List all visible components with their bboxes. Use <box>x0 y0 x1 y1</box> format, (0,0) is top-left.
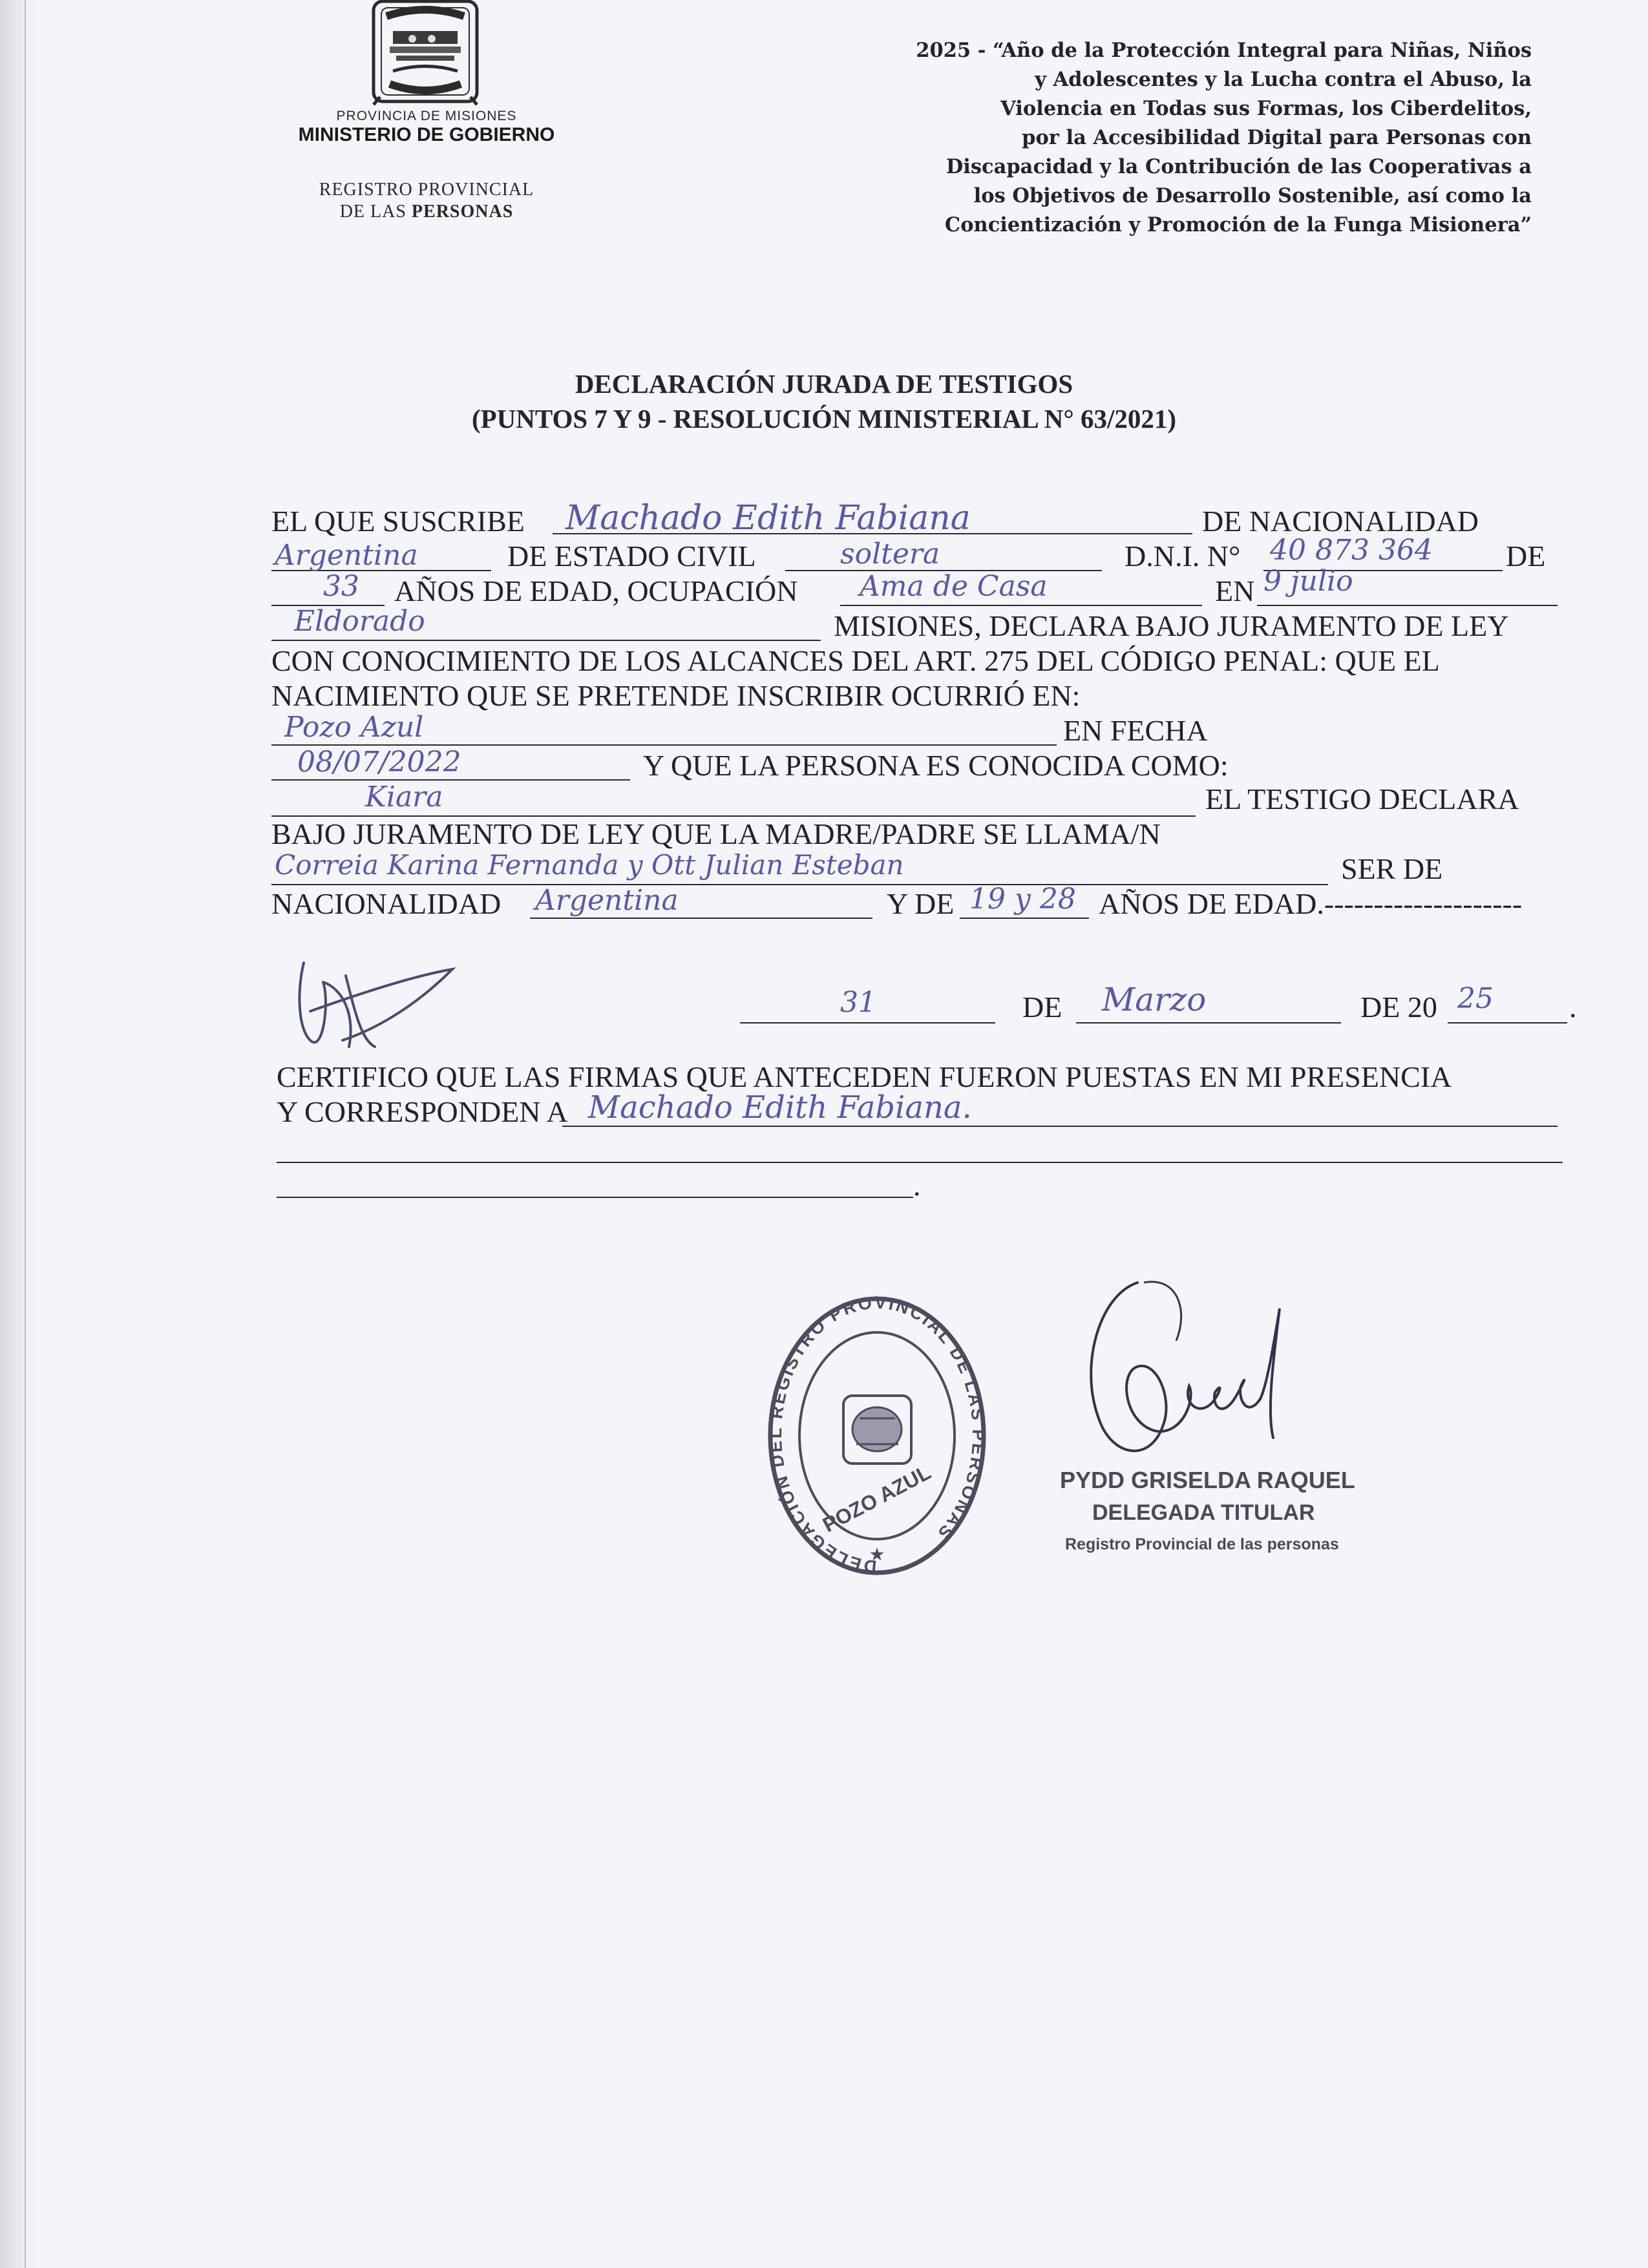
motto-line: por la Accesibilidad Digital para Personas con <box>1022 126 1532 149</box>
handwritten-certified-name: Machado Edith Fabiana. <box>588 1089 972 1126</box>
civil-status-blank <box>785 544 1102 571</box>
extra-line-1 <box>277 1136 1563 1163</box>
label-conocida-como: Y QUE LA PERSONA ES CONOCIDA COMO: <box>643 749 1229 782</box>
delegate-signature <box>1060 1270 1312 1483</box>
handwritten-birthplace: Pozo Azul <box>284 711 424 744</box>
label-ser-de: SER DE <box>1341 852 1443 885</box>
label-corresponden: Y CORRESPONDEN A <box>277 1095 568 1128</box>
stamp-center-text: POZO AZUL <box>818 1460 935 1537</box>
delegate-name: PYDD GRISELDA RAQUEL <box>1060 1467 1355 1493</box>
misiones-crest-logo <box>367 0 483 107</box>
registry-label-line1: REGISTRO PROVINCIAL <box>319 180 534 200</box>
final-period: . <box>913 1169 921 1202</box>
label-en: EN <box>1215 574 1255 607</box>
document-subtitle: (PUNTOS 7 Y 9 - RESOLUCIÓN MINISTERIAL N° 63/2021) <box>471 404 1177 434</box>
label-certifico: CERTIFICO QUE LAS FIRMAS QUE ANTECEDEN FUERON PUESTAS EN MI PRESENCIA <box>277 1060 1452 1093</box>
label-bajo-juramento: BAJO JURAMENTO DE LEY QUE LA MADRE/PADRE SE LLAMA/N <box>271 817 1161 850</box>
year-motto <box>717 36 1532 240</box>
document-title: DECLARACIÓN JURADA DE TESTIGOS <box>575 369 1073 399</box>
handwritten-parents: Correia Karina Fernanda y Ott Julian Esteban <box>275 849 904 881</box>
extra-line-2 <box>277 1171 913 1198</box>
label-en-fecha: EN FECHA <box>1063 714 1208 747</box>
motto-line: 2025 - “Año de la Protección Integral para Niñas, Niños <box>916 39 1532 62</box>
motto-line: Discapacidad y la Contribución de las Cooperativas a <box>945 155 1532 178</box>
label-dni: D.N.I. N° <box>1125 540 1241 572</box>
label-de-nacionalidad: DE NACIONALIDAD <box>1202 505 1479 538</box>
label-anos-ocupacion: AÑOS DE EDAD, OCUPACIÓN <box>394 574 798 607</box>
registry-seal-stamp <box>766 1292 989 1583</box>
handwritten-nationality: Argentina <box>275 539 418 572</box>
handwritten-parents-nationality: Argentina <box>535 884 679 917</box>
label-y-de: Y DE <box>887 887 955 920</box>
witness-signature <box>284 950 465 1060</box>
motto-line: y Adolescentes y la Lucha contra el Abuso, la <box>1035 68 1532 91</box>
date-period: . <box>1569 991 1577 1024</box>
registry-label-line2: DE LAS PERSONAS <box>339 202 514 222</box>
label-anos-edad: AÑOS DE EDAD.-------------------- <box>1099 887 1523 920</box>
label-de-estado-civil: DE ESTADO CIVIL <box>507 540 756 572</box>
handwritten-dni: 40 873 364 <box>1270 534 1433 567</box>
label-nacionalidad: NACIONALIDAD <box>271 887 502 920</box>
handwritten-parents-ages: 19 y 28 <box>969 883 1076 916</box>
stamp-star-icon: ★ <box>869 1545 885 1565</box>
motto-line: Violencia en Todas sus Formas, los Ciberdelitos, <box>1000 97 1532 120</box>
label-el-testigo: EL TESTIGO DECLARA <box>1205 782 1519 815</box>
handwritten-name: Machado Edith Fabiana <box>565 499 971 538</box>
handwritten-month: Marzo <box>1102 981 1207 1018</box>
label-date-de-20: DE 20 <box>1360 991 1437 1024</box>
label-conocimiento: CON CONOCIMIENTO DE LOS ALCANCES DEL ART. 275 DEL CÓDIGO PENAL: QUE EL <box>271 644 1440 677</box>
handwritten-known-as: Kiara <box>365 781 443 814</box>
handwritten-day: 31 <box>840 986 876 1019</box>
motto-line: Concientización y Promoción de la Funga Misionera” <box>944 213 1532 236</box>
delegate-role: DELEGADA TITULAR <box>1092 1500 1315 1525</box>
label-el-que-suscribe: EL QUE SUSCRIBE <box>271 505 525 538</box>
label-nacimiento: NACIMIENTO QUE SE PRETENDE INSCRIBIR OCURRIÓ EN: <box>271 679 1081 712</box>
paper-fold-line <box>25 0 26 2268</box>
label-date-de: DE <box>1022 991 1062 1024</box>
label-de: DE <box>1506 540 1546 572</box>
handwritten-address: 9 julio <box>1263 565 1353 598</box>
handwritten-occupation: Ama de Casa <box>860 570 1048 603</box>
motto-line: los Objetivos de Desarrollo Sostenible, así como la <box>973 184 1532 207</box>
handwritten-year: 25 <box>1457 982 1494 1015</box>
stamp-ring-text: DELEGACIÓN DEL REGISTRO PROVINCIAL DE LAS PERSONAS <box>766 1292 989 1577</box>
handwritten-birthdate: 08/07/2022 <box>297 746 461 779</box>
handwritten-locality: Eldorado <box>294 605 425 638</box>
delegate-institution: Registro Provincial de las personas <box>1065 1535 1339 1553</box>
ministry-label: MINISTERIO DE GOBIERNO <box>298 124 555 145</box>
handwritten-age: 33 <box>323 570 359 603</box>
paper-left-edge <box>0 0 37 2268</box>
province-label: PROVINCIA DE MISIONES <box>336 109 517 123</box>
handwritten-civil-status: soltera <box>840 538 940 571</box>
label-misiones-declara: MISIONES, DECLARA BAJO JURAMENTO DE LEY <box>834 609 1509 642</box>
